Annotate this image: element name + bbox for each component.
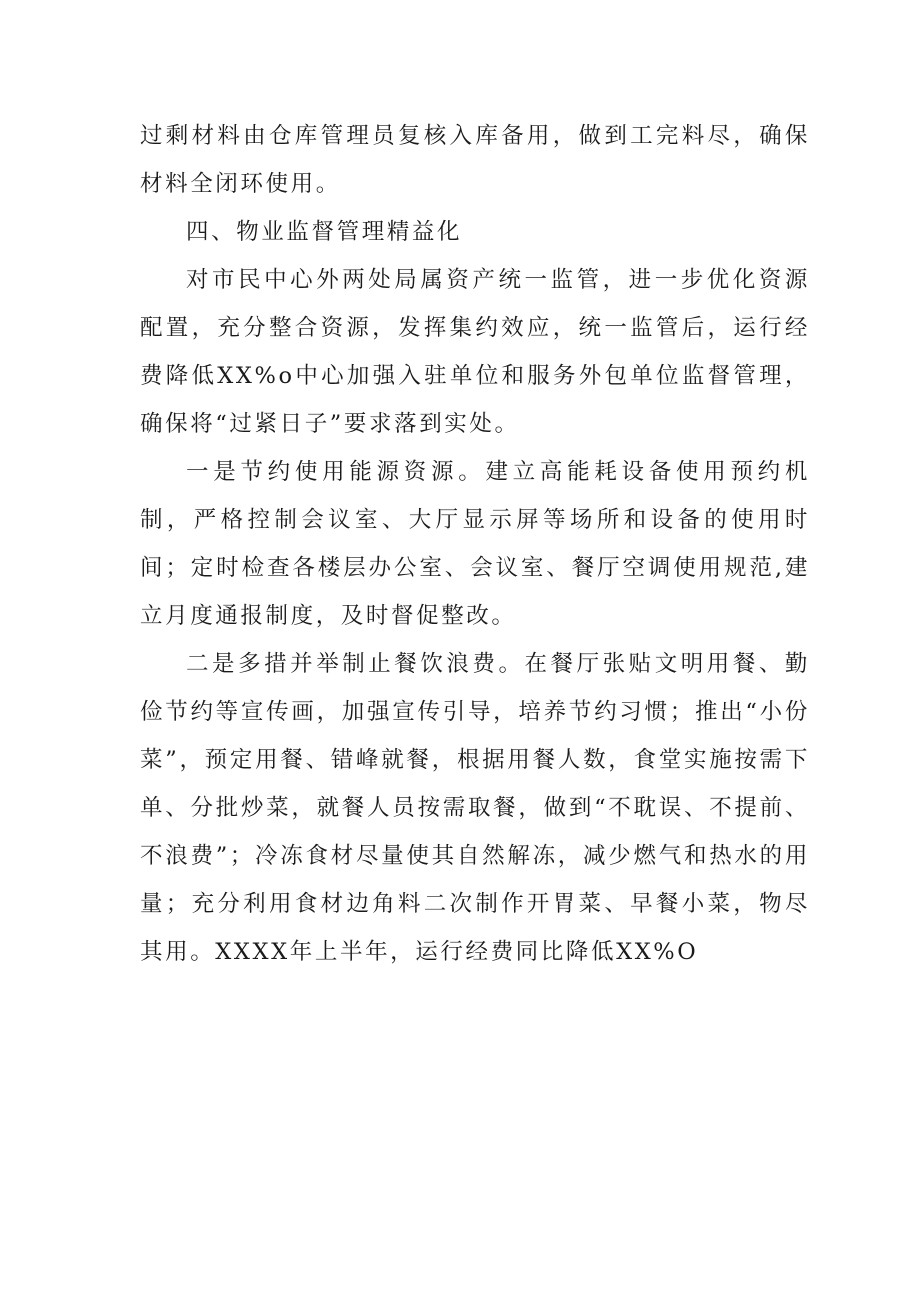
- paragraph-continuation: 过剩材料由仓库管理员复核入库备用，做到工完料尽，确保材料全闭环使用。: [140, 123, 810, 197]
- paragraph-food-waste: 二是多措并举制止餐饮浪费。在餐厅张贴文明用餐、勤俭节约等宣传画，加强宣传引导，培养节约习惯；推出“小份菜”，预定用餐、错峰就餐，根据用餐人数，食堂实施按需下单、分批炒菜，就餐人员按需取餐，做到“不耽误、不提前、不浪费”；冷冻食材尽量使其自然解冻，减少燃气和热水的用量；充分利用食材边角料二次制作开胃菜、早餐小菜，物尽其用。XXXX年上半年，运行经费同比降低XX%O: [140, 651, 810, 965]
- section-heading: 四、物业监督管理精益化: [186, 219, 463, 245]
- document-body: [140, 112, 810, 976]
- paragraph-energy-saving: 一是节约使用能源资源。建立高能耗设备使用预约机制，严格控制会议室、大厅显示屏等场所和设备的使用时间；定时检查各楼层办公室、会议室、餐厅空调使用规范,建立月度通报制度，及时督促整改。: [140, 459, 810, 629]
- paragraph-asset-supervision: 对市民中心外两处局属资产统一监管，进一步优化资源配置，充分整合资源，发挥集约效应，统一监管后，运行经费降低XX%o中心加强入驻单位和服务外包单位监督管理，确保将“过紧日子”要求落到实处。: [140, 267, 810, 437]
